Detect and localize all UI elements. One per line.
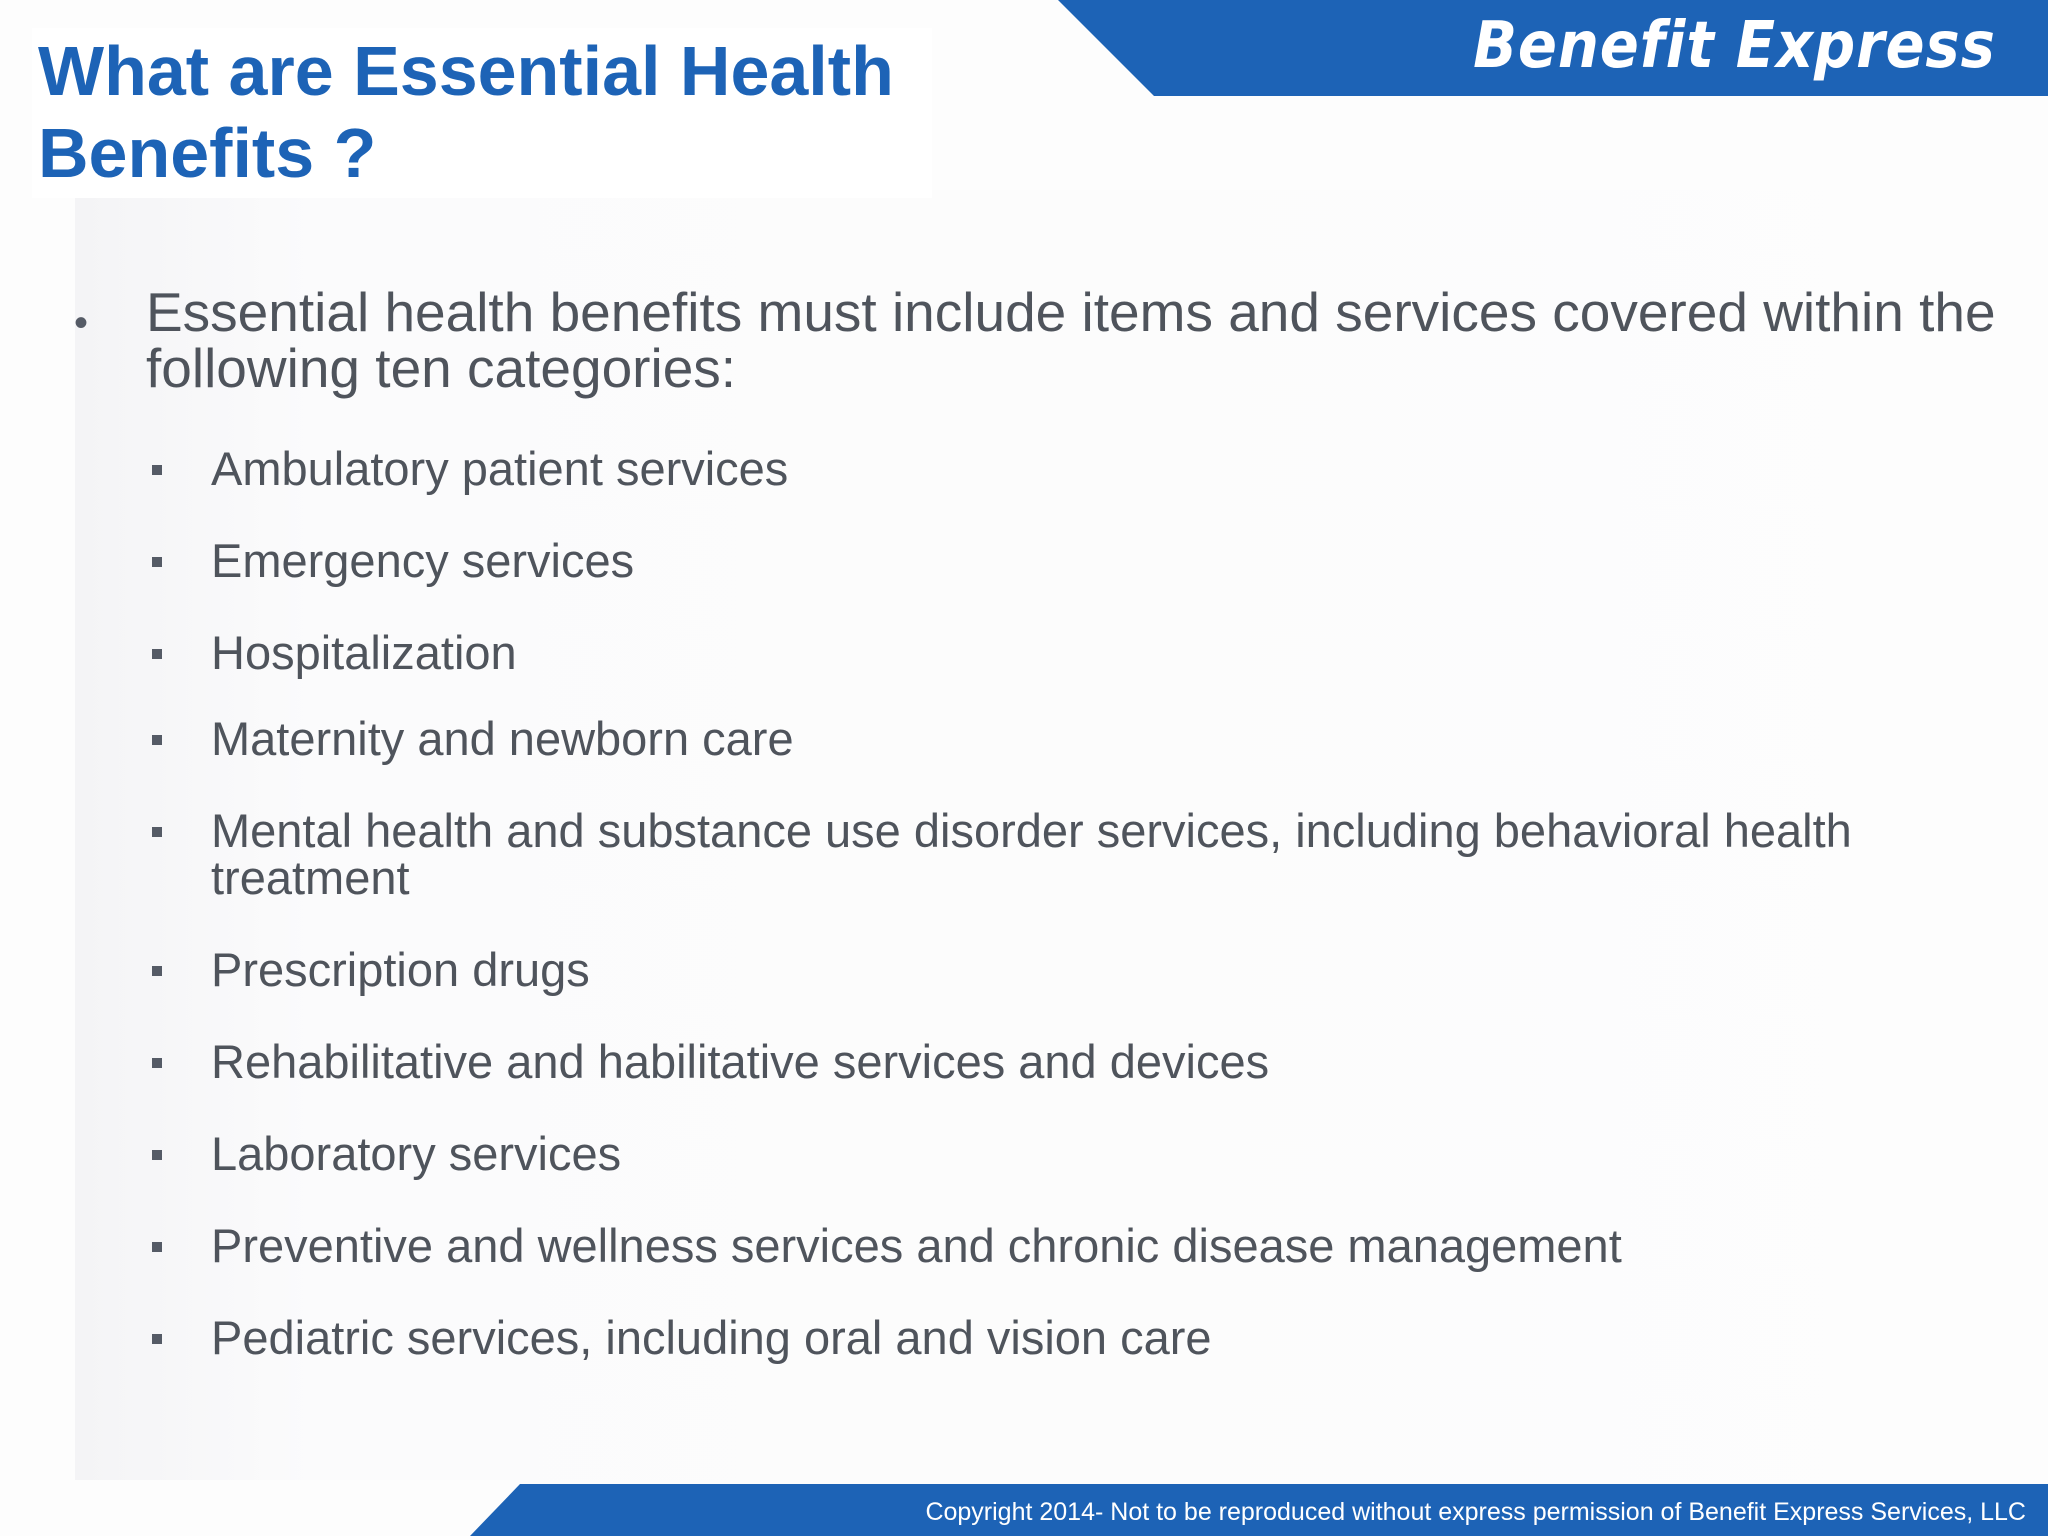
category-label: Emergency services (211, 534, 635, 587)
main-bullet-text: Essential health benefits must include items and services covered within the following ten categories: (146, 281, 1996, 399)
slide-title (38, 30, 938, 194)
category-label: Prescription drugs (211, 943, 590, 996)
category-label: Ambulatory patient services (211, 442, 789, 495)
category-label: Mental health and substance use disorder services, including behavioral health treatment (211, 804, 1852, 904)
copyright-notice: Copyright 2014- Not to be reproduced without express permission of Benefit Express Services, LLC (925, 1498, 2026, 1526)
category-label: Hospitalization (211, 626, 517, 679)
category-label: Rehabilitative and habilitative services and devices (211, 1035, 1270, 1088)
category-label: Laboratory services (211, 1127, 622, 1180)
bullet-dot-icon: • (74, 301, 89, 345)
title-line-2: Benefits ? (38, 114, 377, 192)
title-line-1: What are Essential Health (38, 32, 894, 110)
category-label: Maternity and newborn care (211, 712, 794, 765)
category-label: Pediatric services, including oral and vision care (211, 1311, 1212, 1364)
category-label: Preventive and wellness services and chronic disease management (211, 1219, 1622, 1272)
company-logo: Benefit Express (1473, 9, 1996, 83)
